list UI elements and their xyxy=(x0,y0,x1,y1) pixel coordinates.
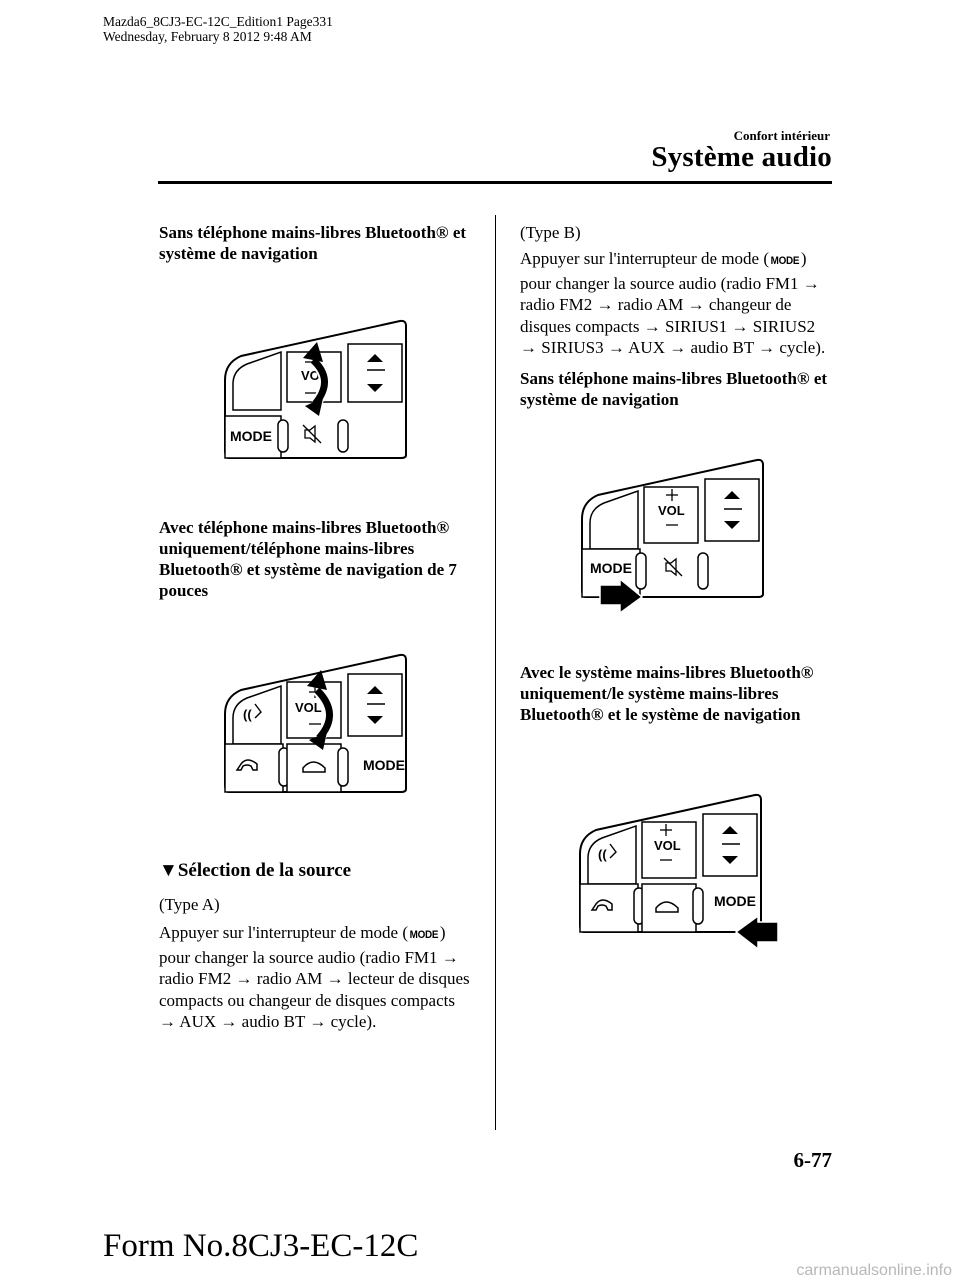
vol-label: VOL xyxy=(658,503,685,518)
vol-label: VOL xyxy=(654,838,681,853)
mode-button-icon: MODE xyxy=(770,255,800,267)
header-rule xyxy=(158,181,832,184)
steering-switch-figure-4 xyxy=(568,792,783,954)
print-metadata xyxy=(103,14,333,44)
section-heading-source xyxy=(159,860,479,882)
vol-label: VOL xyxy=(295,700,322,715)
triangle-marker-icon: ▼ xyxy=(159,860,178,881)
paragraph-type-b xyxy=(520,248,836,359)
type-b-label: (Type B) xyxy=(520,223,581,242)
heading-bluetooth-only: Avec téléphone mains-libres Bluetooth® uniquement/téléphone mains-libres Bluetooth® et système de navigation de 7 pouces xyxy=(159,518,457,600)
steering-switch-figure-2 xyxy=(213,652,413,794)
vol-label-partial: VO xyxy=(301,368,320,383)
section-label: Confort intérieur xyxy=(733,128,830,143)
mode-label: MODE xyxy=(230,428,272,444)
svg-text:((: (( xyxy=(243,707,252,722)
para-a-text-1: Appuyer sur l'interrupteur de mode ( xyxy=(159,923,409,942)
para-b-text-1: Appuyer sur l'interrupteur de mode ( xyxy=(520,249,770,268)
section-heading-text: Sélection de la source xyxy=(177,860,352,881)
paragraph-type-a xyxy=(159,922,475,1033)
mode-label: MODE xyxy=(714,893,756,909)
page-number: 6-77 xyxy=(793,1148,832,1172)
watermark: carmanualsonline.info xyxy=(796,1262,952,1279)
mode-label: MODE xyxy=(363,757,405,773)
mode-label: MODE xyxy=(590,560,632,576)
type-a-label: (Type A) xyxy=(159,895,220,914)
heading-no-bluetooth-nav-b: Sans téléphone mains-libres Bluetooth® et système de navigation xyxy=(520,369,828,409)
form-number: Form No.8CJ3-EC-12C xyxy=(103,1228,419,1264)
steering-switch-figure-1 xyxy=(213,318,413,460)
meta-line-1: Mazda6_8CJ3-EC-12C_Edition1 Page331 xyxy=(103,14,333,29)
mode-button-icon: MODE xyxy=(409,929,439,941)
column-divider xyxy=(495,215,496,1130)
para-a-text-2: ) pour changer la source audio (radio FM1 → radio FM2 → radio AM → lecteur de disques compacts ou changeur de disques compacts → AUX → audio BT → cycle). xyxy=(159,923,470,1031)
heading-bluetooth-only-b: Avec le système mains-libres Bluetooth® uniquement/le système mains-libres Bluetooth® et le système de navigation xyxy=(520,663,814,724)
para-b-text-2: ) pour changer la source audio (radio FM1 → radio FM2 → radio AM → changeur de disques compacts → SIRIUS1 → SIRIUS2 → SIRIUS3 → AUX → audio BT → cycle). xyxy=(520,249,826,357)
section-title: Système audio xyxy=(651,141,832,173)
heading-no-bluetooth-nav: Sans téléphone mains-libres Bluetooth® et système de navigation xyxy=(159,223,467,263)
svg-text:((: (( xyxy=(598,847,607,862)
meta-line-2: Wednesday, February 8 2012 9:48 AM xyxy=(103,29,312,44)
steering-switch-figure-3 xyxy=(570,457,780,617)
